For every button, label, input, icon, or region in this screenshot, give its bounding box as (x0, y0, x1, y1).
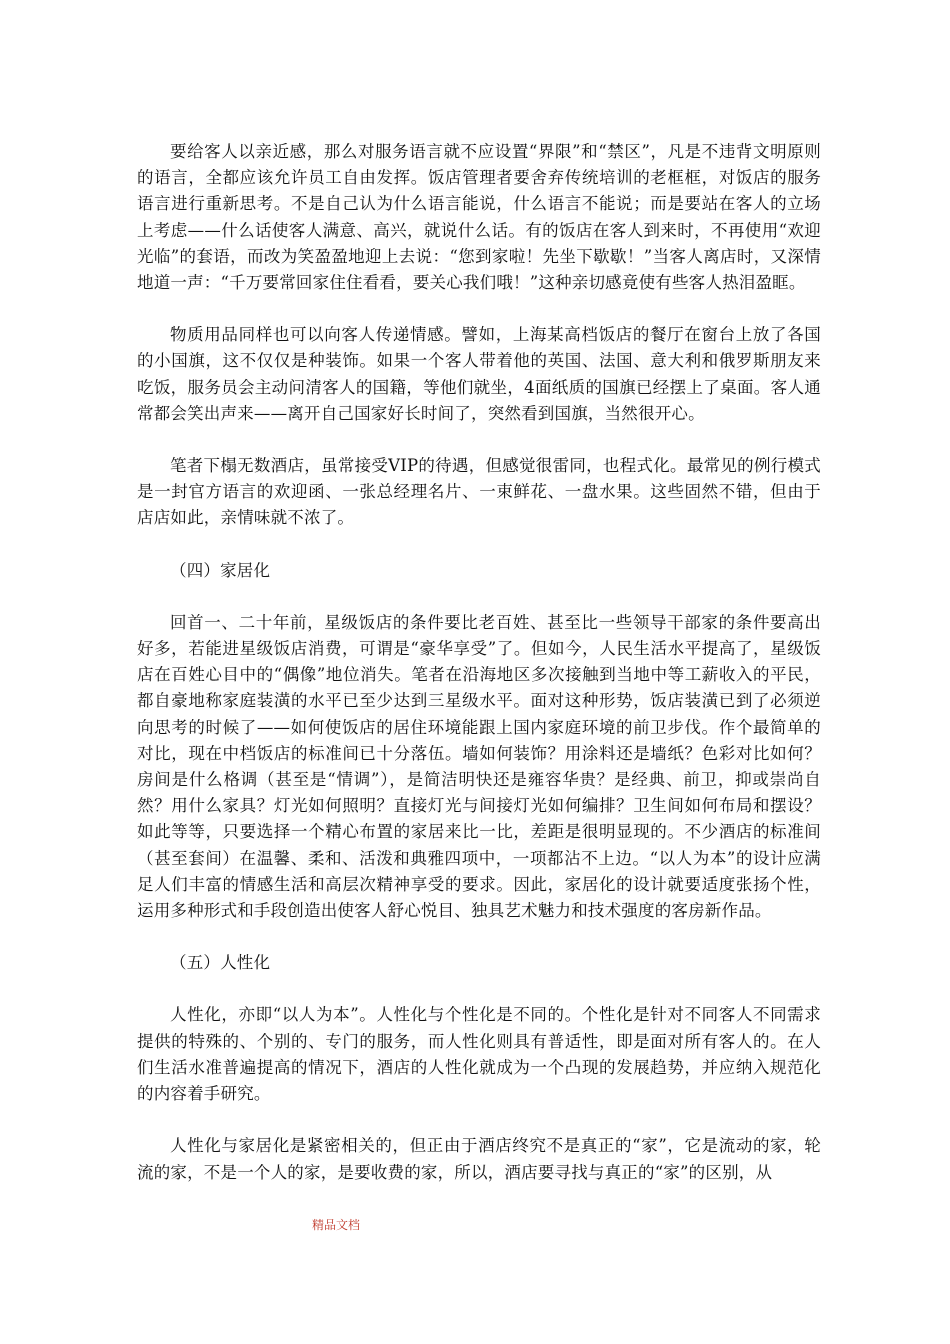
section-heading-humanized: （五）人性化 (170, 953, 271, 973)
paragraph-humanized-home: 人性化与家居化是紧密相关的，但正由于酒店终究不是真正的“家”，它是流动的家，轮流的家，不是一个人的家，是要收费的家，所以，酒店要寻找与真正的“家”的区别，从 (137, 1136, 821, 1182)
paragraph-vip-treatment: 笔者下榻无数酒店，虽常接受VIP的待遇，但感觉很雷同，也程式化。最常见的例行模式是一封官方语言的欢迎函、一张总经理名片、一束鲜花、一盘水果。这些固然不错，但由于店店如此，亲情味就不浓了。 (137, 456, 821, 528)
paragraph-material-goods: 物质用品同样也可以向客人传递情感。譬如，上海某高档饭店的餐厅在窗台上放了各国的小国旗，这不仅仅是种装饰。如果一个客人带着他的英国、法国、意大利和俄罗斯朋友来吃饭，服务员会主动问清客人的国籍，等他们就坐，4面纸质的国旗已经摆上了桌面。客人通常都会笑出声来——离开自己国家好长时间了，突然看到国旗，当然很开心。 (137, 325, 821, 423)
paragraph-homelike: 回首一、二十年前，星级饭店的条件要比老百姓、甚至比一些领导干部家的条件要高出好多，若能进星级饭店消费，可谓是“豪华享受”了。但如今，人民生活水平提高了，星级饭店在百姓心目中的“偶像”地位消失。笔者在沿海地区多次接触到当地中等工薪收入的平民，都自豪地称家庭装潢的水平已至少达到三星级水平。面对这种形势，饭店装潢已到了必须逆向思考的时候了——如何使饭店的居住环境能跟上国内家庭环境的前卫步伐。作个最简单的对比，现在中档饭店的标准间已十分落伍。墙如何装饰？用涂料还是墙纸？色彩对比如何？房间是什么格调（甚至是“情调”），是简洁明快还是雍容华贵？是经典、前卫，抑或崇尚自然？用什么家具？灯光如何照明？直接灯光与间接灯光如何编排？卫生间如何布局和摆设？如此等等，只要选择一个精心布置的家居来比一比，差距是很明显现的。不少酒店的标准间（甚至套间）在温馨、柔和、活泼和典雅四项中，一项都沾不上边。“以人为本”的设计应满足人们丰富的情感生活和高层次精神享受的要求。因此，家居化的设计就要适度张扬个性，运用多种形式和手段创造出使客人舒心悦目、独具艺术魅力和技术强度的客房新作品。 (137, 612, 821, 921)
document-body (137, 139, 821, 1212)
paragraph-humanized: 人性化，亦即“以人为本”。人性化与个性化是不同的。个性化是针对不同客人不同需求提供的特殊的、个别的、专门的服务，而人性化则具有普适性，即是面对所有客人的。在人们生活水准普遍提高的情况下，酒店的人性化就成为一个凸现的发展趋势，并应纳入规范化的内容着手研究。 (137, 1005, 821, 1104)
section-heading-homelike: （四）家居化 (170, 560, 271, 580)
paragraph-service-language: 要给客人以亲近感，那么对服务语言就不应设置“界限”和“禁区”，凡是不违背文明原则的语言，全都应该允许员工自由发挥。饭店管理者要舍弃传统培训的老框框，对饭店的服务语言进行重新思考。不是自己认为什么语言能说，什么语言不能说；而是要站在客人的立场上考虑——什么话使客人满意、高兴，就说什么话。有的饭店在客人到来时，不再使用“欢迎光临”的套语，而改为笑盈盈地迎上去说：“您到家啦！先坐下歇歇！”当客人离店时，又深情地道一声：“千万要常回家住住看看，要关心我们哦！”这种亲切感竟使有些客人热泪盈眶。 (137, 142, 821, 293)
footer-watermark: 精品文档 (312, 1218, 361, 1232)
